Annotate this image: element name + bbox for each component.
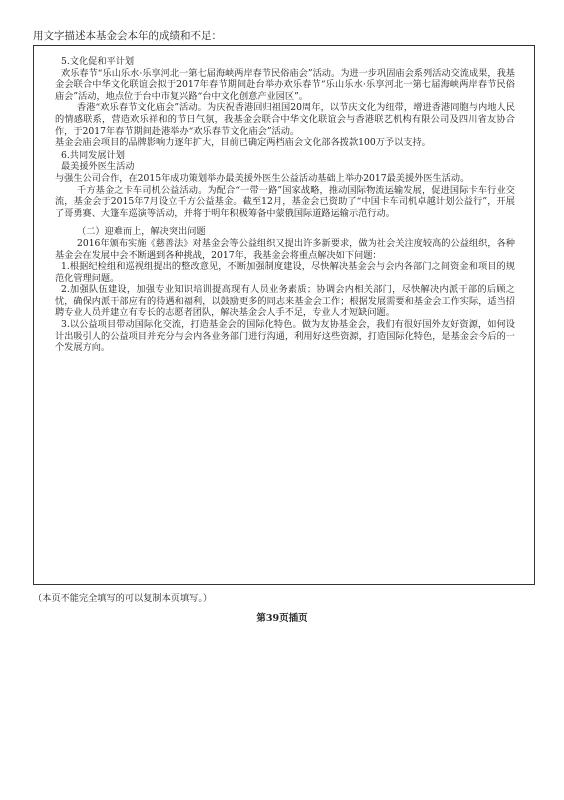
footer-note: （本页不能完全填写的可以复制本页填写。） <box>33 593 213 604</box>
section-5-paragraph-3: 基金会庙会项目的品牌影响力逐年扩大，目前已确定两档庙会文化部各拨款100万予以支持。 <box>55 137 431 149</box>
section-spacer <box>55 219 515 225</box>
section-6-subtitle: 最美援外医生活动 <box>61 161 135 173</box>
section-6-title: 6.共同发展计划 <box>61 149 125 161</box>
section-2-title: （二）迎难而上，解决突出问题 <box>77 226 206 238</box>
section-2-item-3: 3.以公益项目带动国际化交流，打造基金会的国际化特色。做为友协基金会，我们有很好国外友好资源，如何设计出吸引人的公益项目并充分与会内各业务部门进行沟通，利用好这些资源，打造国际化特色，是基金会今后的一个发展方向。 <box>55 319 515 354</box>
section-6-paragraph-2: 千方基金之卡车司机公益活动。为配合“一带一路”国家战略，推动国际物流运输发展，促进国际卡车行业交流，基金会于2015年7月设立千方公益基金。截至12月，基金会已资助了“中国卡车司机卓越计划公益行”，开展了哥勇赛、大篷车巡演等活动，并将于明年积极筹备中蒙俄国际道路运输示范行动。 <box>55 184 515 219</box>
section-5-paragraph-2: 香港“欢乐春节文化庙会”活动。为庆祝香港回归祖国20周年，以节庆文化为纽带，增进香港同胞与内地人民的情感联系，营造欢乐祥和的节日气氛，我基金会联合中华文化联谊会与香港联艺机构有限公司及四川省友协合作，于2017年春节期间赴港举办“欢乐春节文化庙会”活动。 <box>55 102 515 137</box>
form-prompt: 用文字描述本基金会本年的成绩和不足： <box>33 30 222 42</box>
section-6-paragraph-1: 与强生公司合作，在2015年成功策划举办最美援外医生公益活动基础上举办2017最美援外医生活动。 <box>55 172 470 184</box>
section-2-item-2: 2.加强队伍建设，加强专业知识培训提高现有人员业务素质；协调会内相关部门，尽快解决内派干部的后顾之忧，确保内派干部应有的待遇和福利，以鼓励更多的同志来基金会工作；根据发展需要和基金会工作实际，适当招聘专业人员并建立有专长的志愿者团队，解决基金会人手不足，专业人才短缺问题。 <box>55 284 515 319</box>
section-2-item-1: 1.根据纪检组和巡视组提出的整改意见，不断加强制度建设，尽快解决基金会与会内各部门之间资金和项目的规范化管理问题。 <box>55 261 515 284</box>
section-5-paragraph-1: 欢乐春节“乐山乐水·乐享河北一第七届海峡两岸春节民俗庙会”活动。为进一步巩固庙会系列活动交流成果，我基金会联合中华文化联谊会拟于2017年春节期间赴台举办欢乐春节“乐山乐水·乐享河北一第七届海峡两岸春节民俗庙会”活动，地点位于台中市复兴路“台中文化创意产业园区”。 <box>55 67 515 102</box>
page-label: 第39页插页 <box>256 613 308 624</box>
answer-content <box>55 55 515 354</box>
section-2-intro: 2016年颁布实施《慈善法》对基金会等公益组织又提出许多新要求，做为社会关注度较高的公益组织，各种基金会在发展中会不断遇到各种挑战，2017年，我基金会将重点解决如下问题： <box>55 237 515 261</box>
section-5-title: 5.文化促和平计划 <box>61 56 135 67</box>
